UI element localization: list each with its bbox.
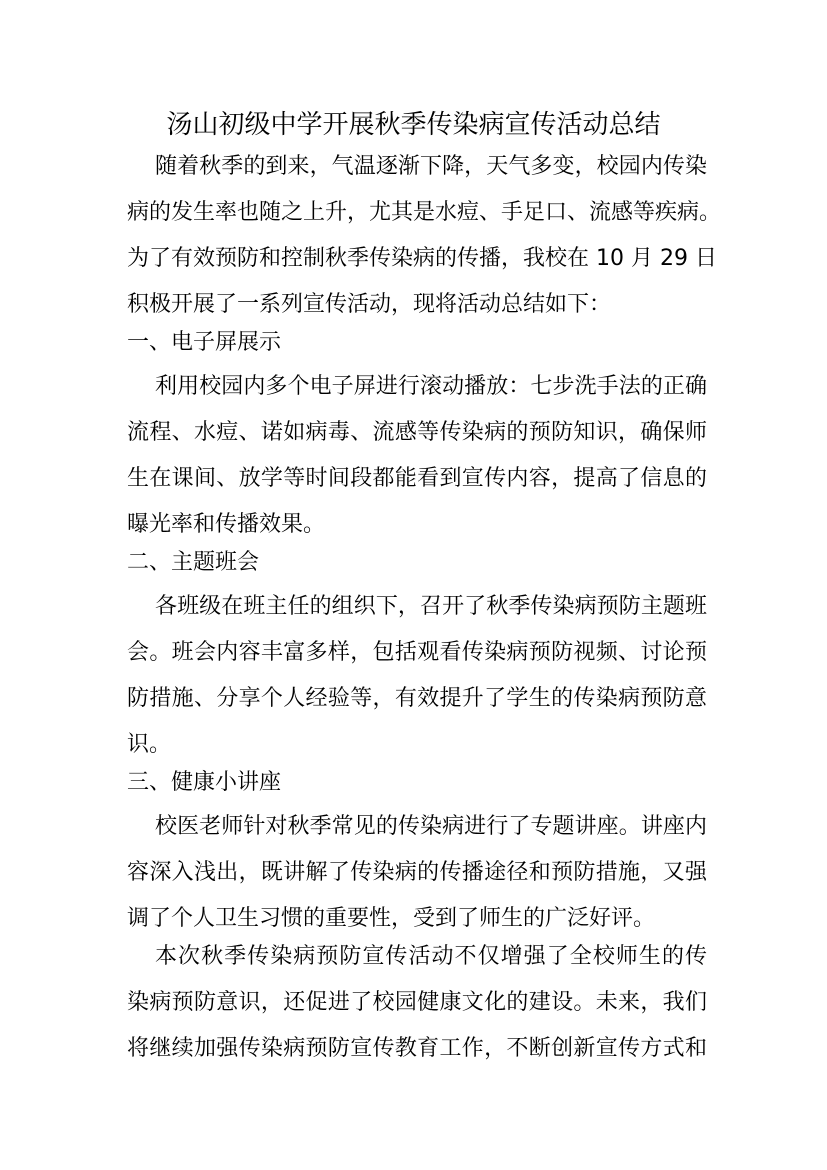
section-line: 会。班会内容丰富多样，包括观看传染病预防视频、讨论预 (127, 640, 707, 665)
section-line: 生在课间、放学等时间段都能看到宣传内容，提高了信息的 (127, 466, 707, 491)
section-heading: 一、电子屏展示 (127, 330, 282, 355)
section-line: 校医老师针对秋季常见的传染病进行了专题讲座。讲座内 (155, 814, 707, 839)
section-line: 各班级在班主任的组织下，召开了秋季传染病预防主题班 (155, 594, 707, 619)
section-line: 流程、水痘、诺如病毒、流感等传染病的预防知识，确保师 (127, 420, 707, 445)
section-line: 利用校园内多个电子屏进行滚动播放：七步洗手法的正确 (155, 374, 707, 399)
conclusion-line: 染病预防意识，还促进了校园健康文化的建设。未来，我们 (127, 990, 707, 1015)
intro-line: 病的发生率也随之上升，尤其是水痘、手足口、流感等疾病。 (127, 200, 722, 225)
section-line: 曝光率和传播效果。 (127, 512, 326, 537)
intro-line: 为了有效预防和控制秋季传染病的传播，我校在 10 月 29 日 (127, 246, 717, 271)
conclusion-line: 本次秋季传染病预防宣传活动不仅增强了全校师生的传 (155, 944, 707, 969)
section-line: 识。 (127, 732, 172, 757)
section-line: 防措施、分享个人经验等，有效提升了学生的传染病预防意 (127, 686, 707, 711)
section-heading: 二、主题班会 (127, 550, 260, 575)
section-heading: 三、健康小讲座 (127, 770, 282, 795)
section-line: 容深入浅出，既讲解了传染病的传播途径和预防措施，又强 (127, 860, 707, 885)
section-line: 调了个人卫生习惯的重要性，受到了师生的广泛好评。 (127, 906, 656, 931)
intro-line: 随着秋季的到来，气温逐渐下降，天气多变，校园内传染 (155, 154, 707, 179)
intro-line: 积极开展了一系列宣传活动，现将活动总结如下： (127, 292, 612, 317)
conclusion-line: 将继续加强传染病预防宣传教育工作，不断创新宣传方式和 (127, 1036, 707, 1061)
document-title: 汤山初级中学开展秋季传染病宣传活动总结 (166, 110, 661, 140)
